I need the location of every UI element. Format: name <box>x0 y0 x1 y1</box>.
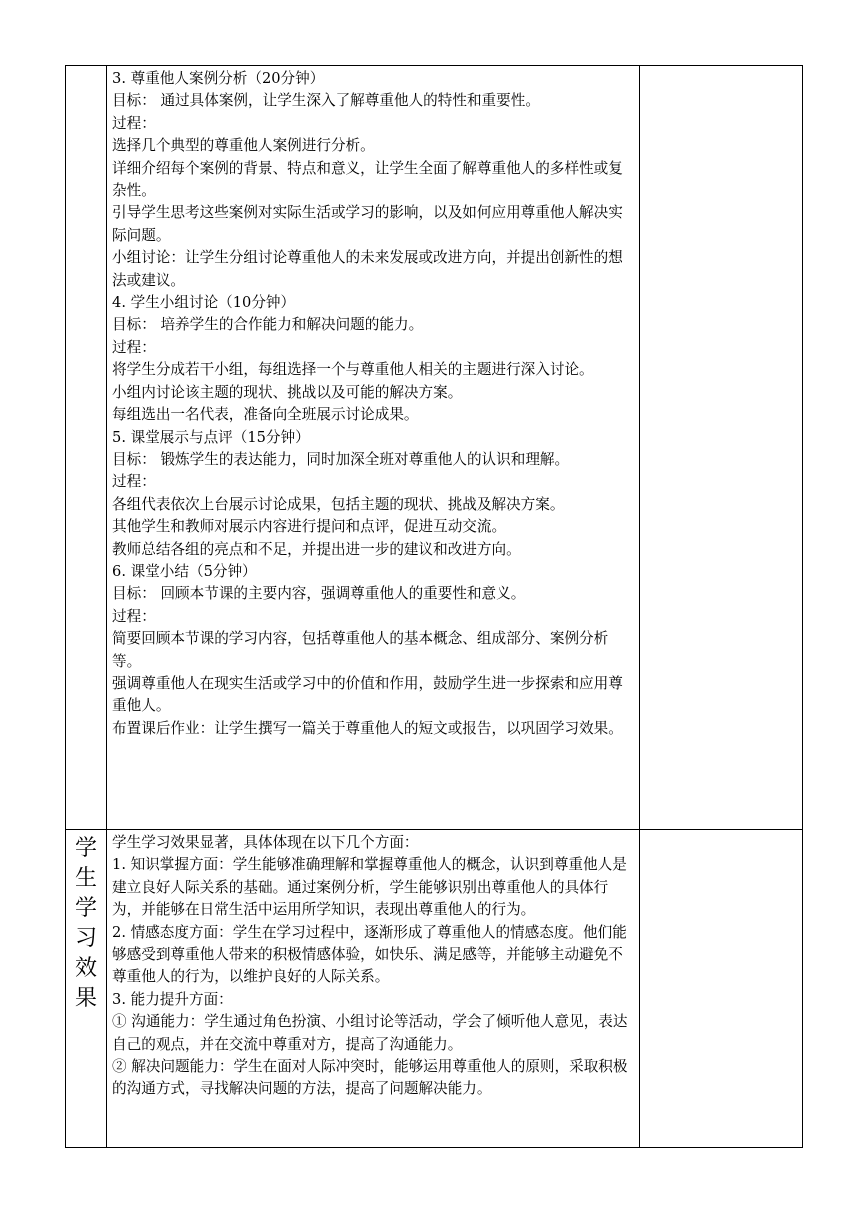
lesson-plan-table <box>65 65 803 1148</box>
paragraph-line: 每组选出一名代表，准备向全班展示讨论成果。 <box>112 406 419 424</box>
paragraph-line: 详细介绍每个案例的背景、特点和意义，让学生全面了解尊重他人的多样性或复杂性。 <box>112 159 623 200</box>
row2-content-cell <box>107 830 640 1148</box>
paragraph-line: 过程： <box>112 473 156 491</box>
paragraph-line: 小组内讨论该主题的现状、挑战以及可能的解决方案。 <box>112 383 463 401</box>
teaching-process-row <box>66 66 803 830</box>
label-char: 学 <box>75 836 98 861</box>
row1-content-cell <box>107 66 640 830</box>
paragraph-line: 小组讨论：让学生分组讨论尊重他人的未来发展或改进方向，并提出创新性的想法或建议。 <box>112 249 623 289</box>
paragraph-line: 布置课后作业：让学生撰写一篇关于尊重他人的短文或报告，以巩固学习效果。 <box>112 719 623 737</box>
paragraph-line: 6. 课堂小结（5分钟） <box>112 562 257 580</box>
row1-label-cell <box>66 66 107 830</box>
paragraph-line: 4. 学生小组讨论（10分钟） <box>112 294 296 312</box>
paragraph-line: 引导学生思考这些案例对实际生活或学习的影响，以及如何应用尊重他人解决实际问题。 <box>112 204 623 244</box>
paragraph-line: 3. 尊重他人案例分析（20分钟） <box>112 70 325 87</box>
row2-notes-cell <box>639 830 802 1148</box>
paragraph-line: ① 沟通能力：学生通过角色扮演、小组讨论等活动，学会了倾听他人意见，表达自己的观点，并在交流中尊重对方，提高了沟通能力。 <box>112 1013 628 1053</box>
paragraph-line: 强调尊重他人在现实生活或学习中的价值和作用，鼓励学生进一步探索和应用尊重他人。 <box>112 674 623 715</box>
learning-effect-label <box>66 830 106 1014</box>
paragraph-line: 过程： <box>112 338 156 356</box>
paragraph-line: 学生学习效果显著，具体体现在以下几个方面： <box>112 834 419 851</box>
paragraph-line: 过程： <box>112 607 156 625</box>
paragraph-line: 目标： 锻炼学生的表达能力，同时加深全班对尊重他人的认识和理解。 <box>112 450 570 468</box>
paragraph-line: 目标： 培养学生的合作能力和解决问题的能力。 <box>112 316 424 334</box>
paragraph-line: 5. 课堂展示与点评（15分钟） <box>112 428 310 446</box>
paragraph-line: 选择几个典型的尊重他人案例进行分析。 <box>112 137 375 155</box>
paragraph-line: 目标： 回顾本节课的主要内容，强调尊重他人的重要性和意义。 <box>112 585 526 603</box>
label-char: 效 <box>75 956 98 981</box>
paragraph-line: 过程： <box>112 114 156 132</box>
label-char: 生 <box>75 866 98 891</box>
paragraph-line: 各组代表依次上台展示讨论成果，包括主题的现状、挑战及解决方案。 <box>112 495 565 513</box>
learning-effect-content <box>107 830 639 1101</box>
row1-notes-cell <box>639 66 802 830</box>
learning-effect-row <box>66 830 803 1148</box>
teaching-steps-content <box>107 66 639 740</box>
paragraph-line: 3. 能力提升方面： <box>112 990 233 1008</box>
label-char: 学 <box>75 896 98 921</box>
label-char: 果 <box>75 986 98 1011</box>
paragraph-line: ② 解决问题能力：学生在面对人际冲突时，能够运用尊重他人的原则，采取积极的沟通方式，寻找解决问题的方法，提高了问题解决能力。 <box>112 1058 628 1098</box>
paragraph-line: 2. 情感态度方面：学生在学习过程中，逐渐形成了尊重他人的情感态度。他们能够感受到尊重他人带来的积极情感体验，如快乐、满足感等，并能够主动避免不尊重他人的行为，以维护良好的人际关系。 <box>112 923 627 986</box>
paragraph-line: 简要回顾本节课的学习内容，包括尊重他人的基本概念、组成部分、案例分析等。 <box>112 630 609 670</box>
paragraph-line: 目标： 通过具体案例，让学生深入了解尊重他人的特性和重要性。 <box>112 92 540 110</box>
row2-label-cell <box>66 830 107 1148</box>
paragraph-line: 其他学生和教师对展示内容进行提问和点评，促进互动交流。 <box>112 518 507 536</box>
paragraph-line: 1. 知识掌握方面：学生能够准确理解和掌握尊重他人的概念，认识到尊重他人是建立良好人际关系的基础。通过案例分析，学生能够识别出尊重他人的具体行为，并能够在日常生活中运用所学知识，表现出尊重他人的行为。 <box>112 856 627 919</box>
paragraph-line: 教师总结各组的亮点和不足，并提出进一步的建议和改进方向。 <box>112 540 521 558</box>
label-char: 习 <box>75 926 98 951</box>
paragraph-line: 将学生分成若干小组，每组选择一个与尊重他人相关的主题进行深入讨论。 <box>112 361 594 379</box>
